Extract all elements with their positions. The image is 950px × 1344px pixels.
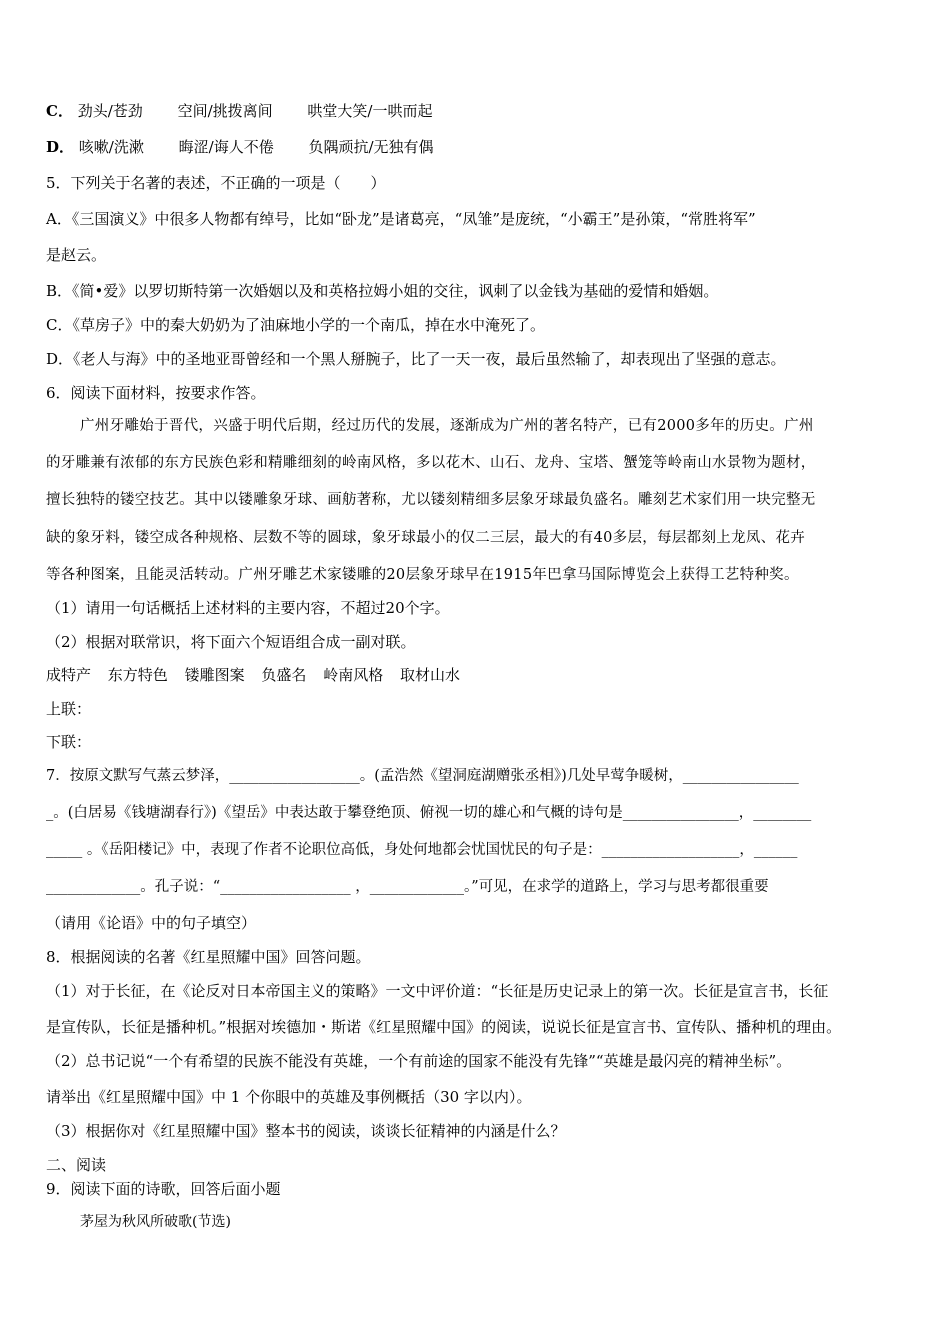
q7-line: _____ 。《岳阳楼记》中，表现了作者不论职位高低，身处何地都会忧国忧民的句子是：___________________，______ (46, 842, 798, 858)
q5-option-d: D．《老人与海》中的圣地亚哥曾经和一个黑人掰腕子，比了一天一夜，最后虽然输了，却表现出了坚强的意志。 (46, 350, 786, 368)
q7-line: _____________。孔子说：“__________________ ，_____________。”可见，在求学的道路上，学习与思考都很重要 (46, 879, 769, 895)
q6-phrases (46, 665, 906, 685)
q9-stem: 9．阅读下面的诗歌，回答后面小题 (46, 1180, 281, 1198)
poem-title: 茅屋为秋风所破歌(节选) (80, 1214, 231, 1230)
q5-option-a-cont: 是赵云。 (46, 246, 107, 264)
q6-sub2: （2）根据对联常识，将下面六个短语组合成一副对联。 (46, 633, 416, 651)
q6-passage-line: 的牙雕兼有浓郁的东方民族色彩和精雕细刻的岭南风格，多以花木、山石、龙舟、宝塔、蟹笼等岭南山水景物为题材， (46, 455, 816, 471)
q8-sub1-cont: 是宣传队，长征是播种机。”根据对埃德加・斯诺《红星照耀中国》的阅读，说说长征是宣言书、宣传队、播种机的理由。 (46, 1018, 842, 1036)
q5-option-c: C．《草房子》中的秦大奶奶为了油麻地小学的一个南瓜，掉在水中淹死了。 (46, 316, 545, 334)
phrase: 成特产 (46, 666, 92, 684)
q8-sub1: （1）对于长征，在《论反对日本帝国主义的策略》一文中评价道：“长征是历史记录上的第一次。长征是宣言书，长征 (46, 982, 829, 1000)
q8-sub2: （2）总书记说“一个有希望的民族不能没有英雄，一个有前途的国家不能没有先锋”“英雄是最闪亮的精神坐标”。 (46, 1052, 792, 1070)
q6-sub1: （1）请用一句话概括上述材料的主要内容，不超过20个字。 (46, 599, 450, 617)
q7-line: （请用《论语》中的句子填空） (46, 914, 257, 932)
q4-option-c (46, 101, 906, 121)
option-item: 空间/挑拨离间 (177, 102, 273, 120)
option-label: D． (46, 138, 75, 156)
q4-option-d (46, 137, 906, 157)
option-item: 晦涩/诲人不倦 (178, 138, 274, 156)
option-label: C． (46, 102, 73, 120)
q8-sub2-cont: 请举出《红星照耀中国》中 1 个你眼中的英雄及事例概括（30 字以内）。 (46, 1088, 532, 1106)
upper-couplet-label: 上联： (46, 700, 92, 718)
phrase: 岭南风格 (323, 666, 384, 684)
phrase: 镂雕图案 (184, 666, 245, 684)
phrase: 负盛名 (261, 666, 307, 684)
phrase: 取材山水 (399, 666, 460, 684)
q8-stem: 8．根据阅读的名著《红星照耀中国》回答问题。 (46, 948, 371, 966)
option-item: 负隅顽抗/无独有偶 (308, 138, 434, 156)
q6-passage-line: 擅长独特的镂空技艺。其中以镂雕象牙球、画舫著称，尤以镂刻精细多层象牙球最负盛名。雕刻艺术家们用一块完整无 (46, 492, 816, 508)
q7-line: 7．按原文默写气蒸云梦泽，__________________。(孟浩然《望洞庭湖赠张丞相》)几处早莺争暖树，________________ (46, 768, 799, 784)
q6-stem: 6．阅读下面材料，按要求作答。 (46, 384, 266, 402)
q6-passage-line: 缺的象牙料，镂空成各种规格、层数不等的圆球，象牙球最小的仅二三层，最大的有40多层，每层都刻上龙凤、花卉 (46, 530, 806, 546)
option-item: 咳嗽/洗漱 (78, 138, 144, 156)
q5-option-b: B．《简•爱》以罗切斯特第一次婚姻以及和英格拉姆小姐的交往，讽刺了以金钱为基础的爱情和婚姻。 (46, 282, 719, 300)
q5-option-a: A．《三国演义》中很多人物都有绰号，比如“卧龙”是诸葛亮，“凤雏”是庞统，“小霸王”是孙策，“常胜将军” (46, 210, 756, 228)
q6-passage-line: 广州牙雕始于晋代，兴盛于明代后期，经过历代的发展，逐渐成为广州的著名特产，已有2000多年的历史。广州 (80, 418, 814, 434)
q5-stem: 5．下列关于名著的表述，不正确的一项是（ ） (46, 174, 386, 192)
option-item: 劲头/苍劲 (77, 102, 143, 120)
q6-passage-line: 等各种图案，且能灵活转动。广州牙雕艺术家镂雕的20层象牙球早在1915年巴拿马国际博览会上获得工艺特种奖。 (46, 567, 799, 583)
phrase: 东方特色 (107, 666, 168, 684)
lower-couplet-label: 下联： (46, 733, 92, 751)
q7-line: _。(白居易《钱塘湖春行》)《望岳》中表达敢于攀登绝顶、俯视一切的雄心和气概的诗句是________________，________ (46, 805, 812, 821)
section-title: 二、阅读 (46, 1156, 107, 1174)
q8-sub3: （3）根据你对《红星照耀中国》整本书的阅读，谈谈长征精神的内涵是什么？ (46, 1122, 566, 1140)
option-item: 哄堂大笑/一哄而起 (307, 102, 433, 120)
